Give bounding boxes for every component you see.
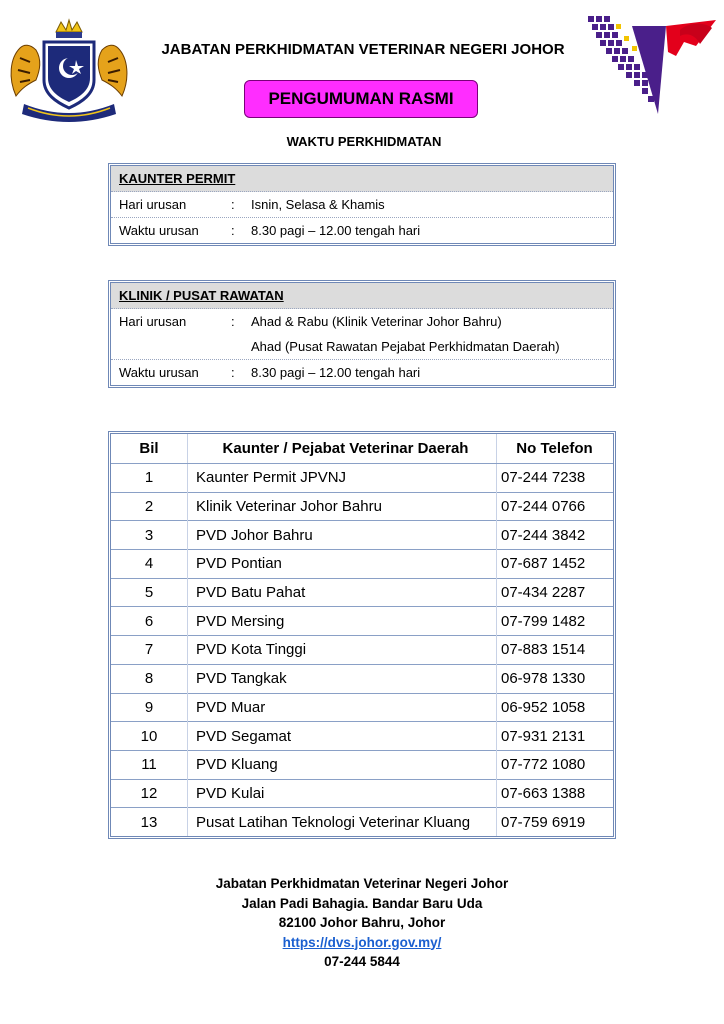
phone-number: 07-244 0766	[497, 492, 614, 521]
day-value-2: Ahad (Pusat Rawatan Pejabat Perkhidmatan Daerah)	[251, 339, 560, 354]
table-row	[111, 578, 613, 607]
row-number: 7	[111, 636, 188, 665]
time-value: 8.30 pagi – 12.00 tengah hari	[251, 223, 421, 238]
phone-number: 07-799 1482	[497, 607, 614, 636]
office-name: PVD Muar	[188, 693, 497, 722]
dvs-logo-icon	[588, 16, 716, 120]
announcement-badge: PENGUMUMAN RASMI	[244, 80, 478, 118]
row-number: 2	[111, 492, 188, 521]
office-name: PVD Kota Tinggi	[188, 636, 497, 665]
table-row	[111, 693, 613, 722]
day-label: Hari urusan	[119, 314, 187, 329]
phone-number: 07-434 2287	[497, 578, 614, 607]
phone-number: 07-759 6919	[497, 808, 614, 836]
table-row	[111, 492, 613, 521]
table-row	[111, 636, 613, 665]
table-row	[111, 464, 613, 493]
clinic-box	[108, 280, 616, 388]
office-name: Pusat Latihan Teknologi Veterinar Kluang	[188, 808, 497, 836]
day-label: Hari urusan	[119, 197, 187, 212]
office-name: PVD Johor Bahru	[188, 521, 497, 550]
phone-number: 07-663 1388	[497, 779, 614, 808]
table-row	[111, 779, 613, 808]
phone-number: 07-931 2131	[497, 722, 614, 751]
office-name: PVD Tangkak	[188, 664, 497, 693]
phone-number: 07-244 3842	[497, 521, 614, 550]
table-header-row	[111, 434, 613, 464]
phone-number: 07-244 7238	[497, 464, 614, 493]
row-number: 11	[111, 750, 188, 779]
table-row	[111, 521, 613, 550]
time-label: Waktu urusan	[119, 223, 199, 238]
row-number: 3	[111, 521, 188, 550]
office-name: PVD Batu Pahat	[188, 578, 497, 607]
phone-number: 06-978 1330	[497, 664, 614, 693]
footer-address	[0, 874, 724, 972]
time-value: 8.30 pagi – 12.00 tengah hari	[251, 365, 421, 380]
table-row	[111, 750, 613, 779]
office-name: PVD Kluang	[188, 750, 497, 779]
row-number: 13	[111, 808, 188, 836]
table-row	[111, 722, 613, 751]
row-number: 12	[111, 779, 188, 808]
clinic-day-row	[111, 309, 613, 334]
office-name: Klinik Veterinar Johor Bahru	[188, 492, 497, 521]
permit-time-row	[111, 217, 613, 243]
footer-city: 82100 Johor Bahru, Johor	[278, 915, 446, 930]
office-name: PVD Mersing	[188, 607, 497, 636]
department-title: JABATAN PERKHIDMATAN VETERINAR NEGERI JOHOR	[161, 41, 565, 58]
table-row	[111, 808, 613, 836]
clinic-day-row-2	[111, 334, 613, 359]
row-number: 6	[111, 607, 188, 636]
colon: :	[231, 197, 235, 212]
service-hours-title: WAKTU PERKHIDMATAN	[286, 134, 442, 149]
column-header-office: Kaunter / Pejabat Veterinar Daerah	[188, 434, 497, 464]
permit-day-row	[111, 192, 613, 217]
footer-website-link[interactable]: https://dvs.johor.gov.my/	[282, 934, 442, 950]
phone-number: 07-883 1514	[497, 636, 614, 665]
day-value: Ahad & Rabu (Klinik Veterinar Johor Bahru)	[251, 314, 502, 329]
contacts-table-box	[108, 431, 616, 839]
footer-street: Jalan Padi Bahagia. Bandar Baru Uda	[241, 895, 483, 911]
column-header-bil: Bil	[111, 434, 188, 464]
office-name: PVD Pontian	[188, 550, 497, 579]
contacts-table	[111, 434, 613, 836]
day-value: Isnin, Selasa & Khamis	[251, 197, 385, 212]
clinic-time-row	[111, 359, 613, 385]
row-number: 10	[111, 722, 188, 751]
office-name: PVD Kulai	[188, 779, 497, 808]
row-number: 5	[111, 578, 188, 607]
office-name: Kaunter Permit JPVNJ	[188, 464, 497, 493]
clinic-title: KLINIK / PUSAT RAWATAN	[111, 283, 613, 309]
footer-department: Jabatan Perkhidmatan Veterinar Negeri Johor	[215, 876, 509, 891]
table-row	[111, 664, 613, 693]
row-number: 4	[111, 550, 188, 579]
colon: :	[231, 223, 235, 238]
colon: :	[231, 314, 235, 329]
permit-counter-title: KAUNTER PERMIT	[111, 166, 613, 192]
table-row	[111, 550, 613, 579]
time-label: Waktu urusan	[119, 365, 199, 380]
phone-number: 06-952 1058	[497, 693, 614, 722]
row-number: 9	[111, 693, 188, 722]
permit-counter-box	[108, 163, 616, 246]
row-number: 1	[111, 464, 188, 493]
footer-phone: 07-244 5844	[324, 954, 400, 969]
office-name: PVD Segamat	[188, 722, 497, 751]
colon: :	[231, 365, 235, 380]
johor-crest-icon	[6, 18, 132, 124]
row-number: 8	[111, 664, 188, 693]
phone-number: 07-772 1080	[497, 750, 614, 779]
table-row	[111, 607, 613, 636]
phone-number: 07-687 1452	[497, 550, 614, 579]
column-header-phone: No Telefon	[497, 434, 614, 464]
